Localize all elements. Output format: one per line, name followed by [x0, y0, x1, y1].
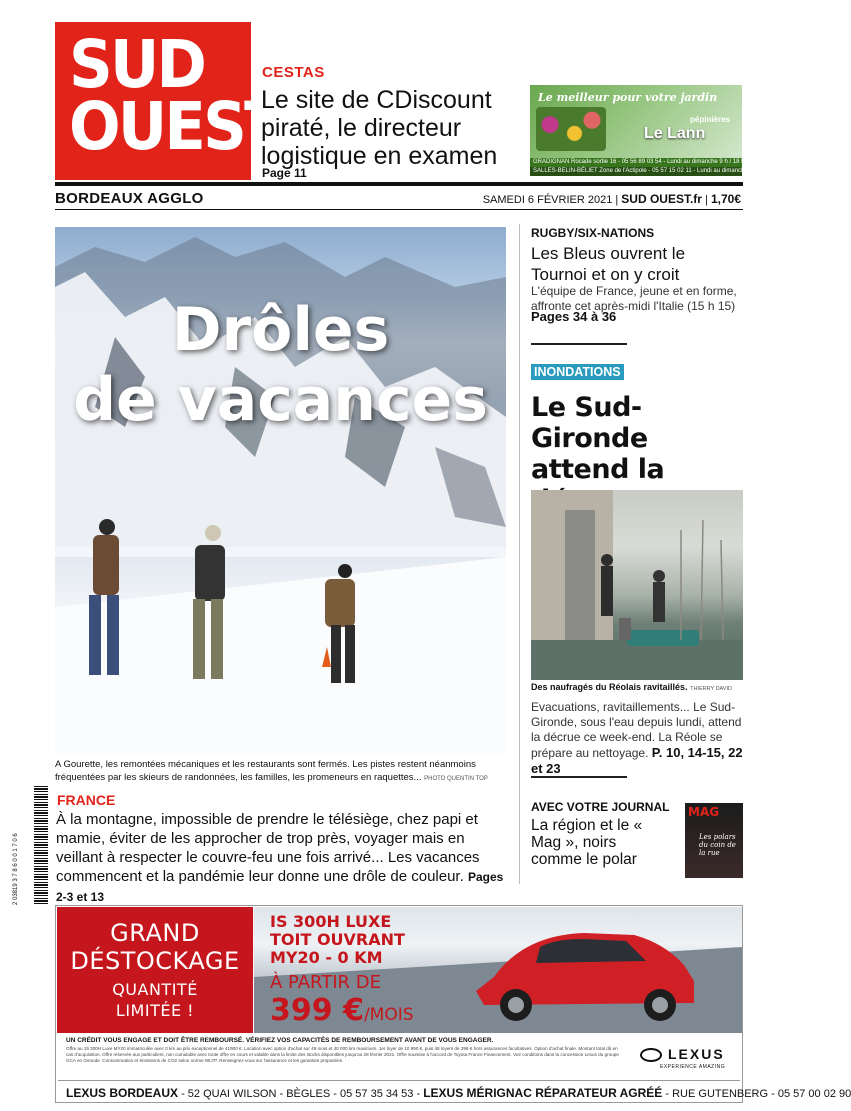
floods-photo-credit: THIERRY DAVID — [690, 686, 732, 692]
main-photo-caption — [55, 758, 506, 786]
destockage-panel — [57, 907, 253, 1033]
dealer-1-info: - 52 QUAI WILSON - BÈGLES - 05 57 35 34 53 - — [178, 1088, 424, 1100]
top-story-kicker: CESTAS — [262, 64, 325, 81]
logo-line-1: SUD — [69, 26, 205, 103]
mag-logo: MAG — [688, 805, 720, 819]
france-body: À la montagne, impossible de prendre le télésiège, chez papi et mamie, éviter de les approcher de trop près, voyager mais en veillant à respecter le couvre-feu une fois arrivé... Les vacances commencent et la pandémie leur donne une drôle de couleur. — [56, 811, 480, 885]
site-link[interactable]: SUD OUEST.fr — [621, 192, 702, 206]
logo-line-2: OUEST — [69, 88, 283, 165]
promo-line-2: DÉSTOCKAGE — [70, 947, 240, 975]
floods-photo[interactable] — [531, 490, 743, 680]
ad-brand: Le Lann — [644, 125, 706, 142]
flowers-image — [536, 107, 606, 151]
journal-headline[interactable]: La région et le « Mag », noirs comme le polar — [531, 817, 643, 868]
from-label: À PARTIR DE — [270, 972, 382, 993]
france-text[interactable] — [56, 810, 506, 907]
ad-address-1: GRADIGNAN Rocade sortie 16 - 05 56 89 03 54 - Lundi au dimanche 9 h / 18 h — [530, 158, 742, 167]
ad-footer-rule — [58, 1080, 740, 1081]
barcode-number: 2 03819 3 7 8 6 0 0 1 7 0 6 — [13, 833, 19, 905]
rugby-pages: Pages 34 à 36 — [531, 309, 617, 324]
main-title-line-2[interactable]: de vacances — [73, 365, 488, 435]
promo-line-1: GRAND — [110, 919, 200, 947]
car-model-line-1: IS 300H LUXE — [270, 912, 392, 931]
floods-caption — [531, 682, 732, 692]
per-month: /MOIS — [363, 1005, 414, 1025]
column-divider — [519, 224, 520, 884]
ad-sub-brand: pépinières — [690, 115, 731, 124]
barcode — [34, 786, 48, 906]
masthead-rule — [55, 182, 743, 186]
garden-center-ad[interactable] — [530, 85, 775, 176]
separator — [531, 776, 627, 778]
flood-scene — [531, 490, 743, 680]
ad-slogan: Le meilleur pour votre jardin — [538, 91, 718, 104]
dealer-2-name: LEXUS MÉRIGNAC RÉPARATEUR AGRÉÉ — [423, 1086, 663, 1100]
floods-pages: P. 10, 14-15, 22 et 23 — [531, 745, 743, 776]
price: 1,70€ — [710, 192, 741, 206]
price-value: 399 € — [270, 993, 364, 1028]
top-story-headline[interactable]: Le site de CDiscount piraté, le directeur logistique en examen — [261, 86, 498, 170]
rugby-headline[interactable]: Les Bleus ouvrent le Tournoi et on y croit — [531, 244, 686, 284]
france-pages: Pages 2-3 et 13 — [56, 870, 504, 904]
france-kicker: FRANCE — [57, 792, 116, 808]
journal-kicker: AVEC VOTRE JOURNAL — [531, 800, 670, 814]
legal-text: Offre au 15 300H Luxe MY20 immatriculée avec 0 km au prix exceptionnel de 41900 €. Location avec option d'achat sur 49 mois et 40 000 km maximum. 1er loyer de 10 990 €, puis 48 loyers de 399 € hors assurances facultatives. Option d'achat finale. Montant total dû en cas d'acquisition. Offre réservée aux particuliers, non cumulable avec toute offre en cours et valable dans la limite des stocks disponibles jusqu'au 28 février 2021. Offre soumise à l'accord de Toyota France Financement. Voir conditions dans la concession Lexus du groupe GCA en Gironde. Consommation et émissions de CO2 selon norme WLTP. Renseignez-vous sur l'assurance et les garanties proposées. — [66, 1046, 619, 1063]
credit-warning: UN CRÉDIT VOUS ENGAGE ET DOIT ÊTRE REMBOURSÉ. VÉRIFIEZ VOS CAPACITÉS DE REMBOURSEMENT AVANT DE VOUS ENGAGER. — [66, 1037, 494, 1044]
rugby-deck: L'équipe de France, jeune et en forme, affronte cet après-midi l'Italie (15 h 15) — [531, 284, 737, 313]
lexus-logo-icon — [640, 1048, 662, 1062]
car-price — [270, 993, 414, 1028]
ad-address-2: SALLES-BELIN-BÉLIET Zone de l'Actipole - 05 57 15 02 11 - Lundi au dimanche 9 h / 18 h — [530, 167, 742, 176]
mag-cover[interactable] — [685, 803, 743, 878]
car-model-line-3: MY20 - 0 KM — [270, 948, 383, 967]
lexus-brand: LEXUS — [668, 1046, 725, 1062]
edition-section: BORDEAUX AGGLO — [55, 190, 204, 207]
mag-cover-title: Les polars du coin de la rue — [699, 833, 736, 857]
promo-line-3: QUANTITÉ — [112, 980, 198, 999]
dealer-info — [66, 1086, 851, 1100]
dealer-1-name: LEXUS BORDEAUX — [66, 1086, 179, 1100]
floods-caption-text: Des naufragés du Réolais ravitaillés. — [531, 682, 688, 692]
promo-line-4: LIMITÉE ! — [115, 1001, 195, 1020]
sud-ouest-logo[interactable] — [55, 22, 283, 180]
floods-tag: INONDATIONS — [531, 364, 624, 380]
floods-body — [531, 700, 743, 777]
caption-text: A Gourette, les remontées mécaniques et les restaurants sont fermés. Les pistes restent néanmoins fréquentées par les skieurs de randonnées, les familles, les promeneurs en raquettes... — [55, 759, 476, 783]
edition-date: SAMEDI 6 FÉVRIER 2021 — [482, 194, 613, 206]
main-photo[interactable] — [55, 227, 506, 754]
edition-rule — [55, 209, 743, 210]
dealer-2-info: - RUE GUTENBERG - 05 57 00 02 90 — [662, 1088, 851, 1100]
lexus-tagline: EXPERIENCE AMAZING — [660, 1064, 726, 1070]
car-model-line-2: TOIT OUVRANT — [270, 930, 405, 949]
floods-body-text: Evacuations, ravitaillements... Le Sud-Gironde, sous l'eau depuis lundi, attend la décrue ce week-end. La Réole se prépare au nettoyage. — [531, 700, 742, 760]
car-panel — [254, 907, 742, 1033]
main-title-line-1[interactable]: Drôles — [171, 295, 390, 365]
rugby-kicker: RUGBY/SIX-NATIONS — [531, 226, 655, 240]
dateline: SAMEDI 6 FÉVRIER 2021 | SUD OUEST.fr | 1,70€ — [482, 192, 741, 206]
top-story-page: Page 11 — [262, 166, 307, 180]
separator — [531, 343, 627, 345]
car-model — [270, 913, 405, 967]
photo-credit: PHOTO QUENTIN TOP — [424, 776, 488, 782]
floods-headline[interactable]: Le Sud-Gironde attend la — [531, 392, 665, 485]
